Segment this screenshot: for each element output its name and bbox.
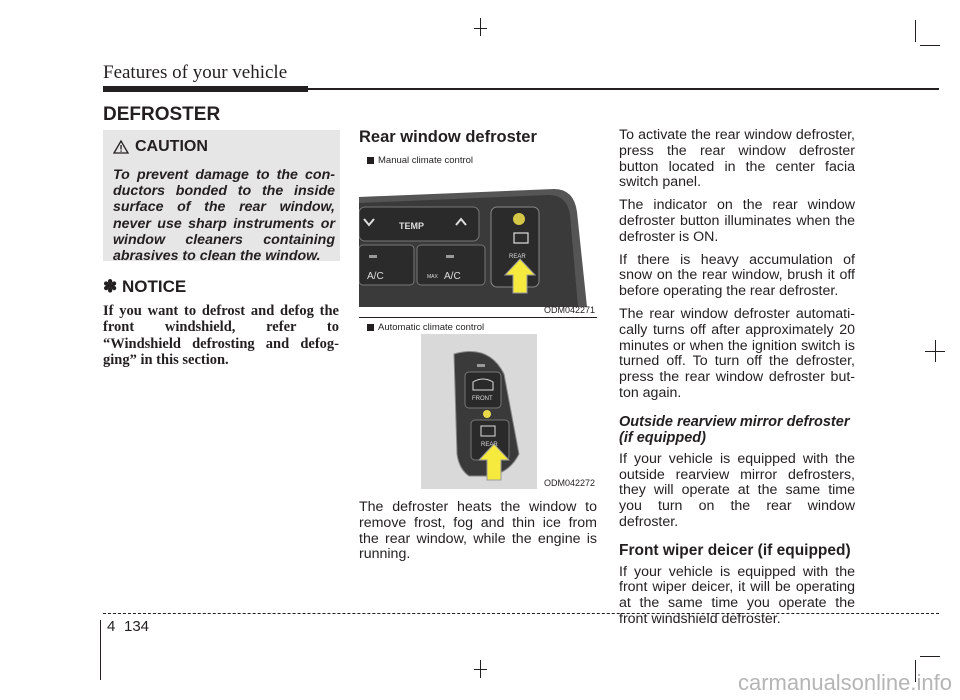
wiper-heading: Front wiper deicer (if equipped) <box>619 541 851 559</box>
figure-label: Automatic climate control <box>378 322 485 333</box>
crop-mark <box>474 28 487 29</box>
auto-climate-panel-image <box>359 334 597 489</box>
footer-rule <box>103 613 939 614</box>
figure-label-row <box>367 322 484 333</box>
front-label: FRONT <box>472 396 493 402</box>
temp-label: TEMP <box>399 221 425 231</box>
notice-heading-row <box>103 277 186 297</box>
max-label: MAX <box>427 274 438 280</box>
watermark: carmanualsonline.info <box>737 670 952 695</box>
figure-code: ODM042272 <box>543 478 595 488</box>
section-title: DEFROSTER <box>103 104 221 125</box>
ac-label: A/C <box>367 271 384 282</box>
chapter-number: 4 <box>107 618 116 635</box>
crop-mark <box>920 45 940 46</box>
paragraph: To activate the rear window defroster, press the rear window defroster button located in the center facia switch panel. <box>619 127 855 191</box>
crop-mark <box>100 620 101 680</box>
paragraph: If there is heavy accumulation of snow on the rear window, brush it off before operating the rear defroster. <box>619 251 855 300</box>
caution-heading: CAUTION <box>135 138 208 155</box>
paragraph: The rear window defroster automati- cally turns off after approximately 20 minutes or when the ignition switch is turned off. To turn off the defroster, press the rear window defroster but- ton again. <box>619 305 855 401</box>
column3-text <box>619 128 855 635</box>
crop-mark <box>920 656 940 657</box>
caution-heading-row <box>113 138 208 156</box>
bullet-square-icon <box>367 157 374 164</box>
figure-code: ODM042271 <box>543 305 595 315</box>
notice-text: If you want to defrost and defog the front windshield, refer to “Windshield defrosting and defog- ging” in this section. <box>103 303 339 368</box>
rear-defroster-body: The defroster heats the window to remove frost, fog and thin ice from the rear window, while the engine is running. <box>359 499 597 563</box>
figure-label-row <box>367 155 473 166</box>
paragraph: If your vehicle is equipped with the outside rearview mirror defrosters, they will operate at the same time you turn on the rear window defroster. <box>619 450 855 530</box>
figure-manual-climate <box>359 155 597 315</box>
caution-text: To prevent damage to the con- ductors bonded to the inside surface of the rear window, never use sharp instruments or window cleaners containing abrasives to clean the window. <box>113 167 335 265</box>
crop-mark <box>915 20 916 42</box>
header-title: Features of your vehicle <box>103 62 288 83</box>
header-rule-accent <box>103 86 308 92</box>
crop-mark <box>480 18 481 36</box>
page-number: 134 <box>124 618 150 635</box>
notice-heading: NOTICE <box>121 277 187 296</box>
rear-label: REAR <box>509 254 526 260</box>
crop-mark <box>925 351 945 352</box>
figure-label: Manual climate control <box>378 155 474 166</box>
mirror-heading: Outside rearview mirror defroster (if equipped) <box>619 413 850 446</box>
max-ac-label: A/C <box>444 271 461 282</box>
manual-climate-panel-image <box>359 167 597 307</box>
caution-box <box>103 130 340 265</box>
rear-label: REAR <box>481 442 498 448</box>
crop-mark <box>474 669 487 670</box>
bullet-square-icon <box>367 324 374 331</box>
warning-icon <box>113 140 129 154</box>
rear-defroster-title: Rear window defroster <box>359 128 537 146</box>
paragraph: The indicator on the rear window defroster button illuminates when the defroster is ON. <box>619 197 855 245</box>
paragraph: If your vehicle is equipped with the front wiper deicer, it will be operating at the same time you operate the front windshield defroster. <box>619 563 855 627</box>
notice-icon: ✽ <box>103 277 122 296</box>
figure-auto-climate <box>359 318 597 490</box>
